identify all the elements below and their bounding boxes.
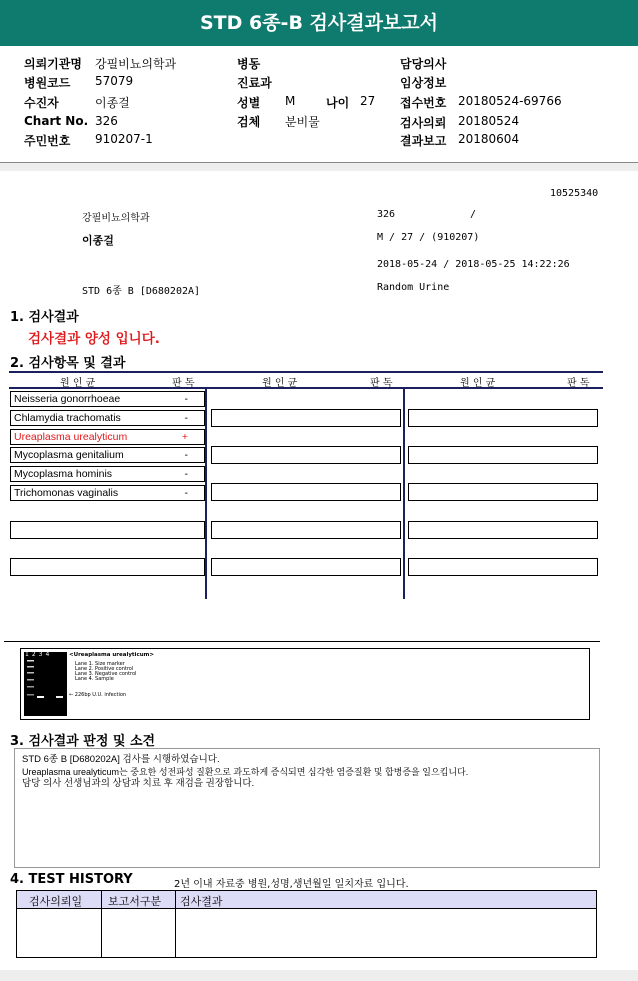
col-header-pathogen: 원 인 균: [262, 378, 298, 389]
field-label: Chart No.: [24, 114, 89, 128]
field-value: 326: [95, 114, 118, 128]
lane-number: 3: [38, 651, 46, 658]
gel-bands-graphic: [24, 652, 67, 716]
field-label: 접수번호: [400, 96, 447, 110]
field-value: 20180604: [458, 132, 520, 146]
empty-row: [211, 558, 401, 576]
page-footer-bar: [0, 970, 638, 981]
field-label: 진료과: [237, 76, 272, 90]
field-label: 병원코드: [24, 76, 71, 90]
col-header-pathogen: 원 인 균: [460, 378, 496, 389]
empty-row: [10, 558, 205, 576]
field-label: 임상정보: [400, 76, 447, 90]
pathogen-name: Mycoplasma genitalium: [14, 449, 124, 461]
gel-band-label: ← 226bp U.U. infection: [69, 692, 127, 698]
table-row-positive: [10, 429, 205, 445]
gel-legend-item: Lane 1. Size marker: [75, 661, 125, 667]
field-value: 20180524: [458, 114, 520, 128]
empty-row: [211, 446, 401, 464]
empty-row: [408, 446, 598, 464]
field-label: 병동: [237, 57, 261, 71]
barcode-id: 10525340: [550, 188, 599, 199]
gel-image: [24, 652, 67, 716]
label-hospital: 강필비뇨의학과: [82, 213, 150, 224]
history-table: [16, 890, 597, 958]
lane-number: 2: [31, 651, 39, 658]
result-mark: -: [184, 468, 188, 480]
field-label: 의뢰기관명: [24, 57, 82, 71]
field-label: 나이: [326, 96, 350, 110]
column-divider: [205, 389, 207, 599]
empty-row: [211, 409, 401, 427]
result-mark: -: [184, 487, 188, 499]
section-3-heading: 3. 검사결과 판정 및 소견: [10, 734, 156, 749]
field-value: 27: [360, 94, 376, 108]
gel-image-panel: [20, 648, 590, 720]
history-note: 2년 이내 자료중 병원,성명,생년월일 일치자료 입니다.: [174, 879, 409, 890]
label-dates: 2018-05-24 / 2018-05-25 14:22:26: [377, 259, 570, 270]
history-col-result: 검사결과: [180, 895, 223, 908]
pathogen-name: Mycoplasma hominis: [14, 468, 113, 480]
field-value: 20180524-69766: [458, 94, 562, 108]
empty-row: [408, 521, 598, 539]
field-value: 강필비뇨의학과: [95, 57, 177, 71]
table-top-rule: [9, 371, 603, 373]
empty-row: [10, 521, 205, 539]
field-value: 분비물: [285, 115, 320, 129]
col-header-pathogen: 원 인 균: [60, 378, 96, 389]
table-row: [10, 447, 205, 463]
label-slash: /: [470, 209, 477, 220]
label-test: STD 6종 B [D680202A]: [82, 286, 201, 297]
field-label: 검사의뢰: [400, 116, 447, 130]
empty-row: [408, 483, 598, 501]
pathogen-name: Trichomonas vaginalis: [14, 487, 119, 499]
empty-row: [408, 409, 598, 427]
field-label: 주민번호: [24, 134, 71, 148]
field-value: 57079: [95, 74, 134, 88]
findings-line: 담당 의사 선생님과의 상담과 치료 후 재검을 권장합니다.: [22, 778, 255, 789]
history-col-type: 보고서구분: [108, 895, 162, 908]
section-2-heading: 2. 검사항목 및 결과: [10, 356, 126, 371]
table-row: [10, 466, 205, 482]
pathogen-name: Ureaplasma urealyticum: [14, 431, 128, 443]
pathogen-name: Chlamydia trachomatis: [14, 412, 121, 424]
column-divider: [403, 389, 405, 599]
lane-number: 4: [45, 651, 53, 658]
label-chart: 326: [377, 209, 396, 220]
label-sex-age: M / 27 / (910207): [377, 232, 480, 243]
field-label: 담당의사: [400, 57, 447, 71]
header-shadow: [0, 163, 638, 171]
empty-row: [211, 521, 401, 539]
report-title: STD 6종-B 검사결과보고서: [0, 0, 638, 46]
field-value: 이종걸: [95, 96, 130, 110]
field-label: 검체: [237, 115, 261, 129]
field-value: 910207-1: [95, 132, 153, 146]
gel-title: <Ureaplasma urealyticum>: [69, 652, 154, 658]
section-1-heading: 1. 검사결과: [10, 310, 79, 325]
gel-legend-item: Lane 3. Negative control: [75, 671, 137, 677]
lane-number: 1: [25, 651, 32, 658]
overall-result: 검사결과 양성 입니다.: [28, 331, 160, 347]
section-4-heading: 4. TEST HISTORY: [10, 872, 133, 887]
result-mark: -: [184, 449, 188, 461]
findings-box: [14, 748, 600, 868]
findings-line: Ureaplasma urealyticum는 중요한 성전파성 질환으로 과도하게 증식되면 심각한 염증질환 및 합병증을 일으킵니다.: [22, 767, 469, 777]
field-value: M: [285, 94, 296, 108]
field-label: 결과보고: [400, 134, 447, 148]
field-label: 수진자: [24, 96, 59, 110]
result-mark: -: [184, 412, 188, 424]
col-header-judge: 판 독: [567, 378, 590, 389]
col-header-judge: 판 독: [172, 378, 195, 389]
history-col-divider: [175, 891, 176, 957]
result-mark: -: [184, 393, 188, 405]
section-divider: [4, 641, 600, 642]
history-col-date: 검사의뢰일: [29, 895, 83, 908]
findings-line: STD 6종 B [D680202A] 검사를 시행하였습니다.: [22, 754, 220, 765]
empty-row: [408, 558, 598, 576]
gel-lane-numbers: [25, 651, 52, 658]
table-header-rule: [9, 387, 603, 389]
gel-legend-item: Lane 4. Sample: [75, 676, 114, 682]
history-header-row: [17, 891, 596, 909]
gel-legend-item: Lane 2. Positive control: [75, 666, 134, 672]
table-row: [10, 391, 205, 407]
result-mark: +: [181, 431, 188, 443]
pathogen-name: Neisseria gonorrhoeae: [14, 393, 121, 405]
field-label: 성별: [237, 96, 261, 110]
label-patient-name: 이종걸: [82, 234, 114, 247]
table-row: [10, 410, 205, 426]
history-col-divider: [101, 891, 102, 957]
col-header-judge: 판 독: [370, 378, 393, 389]
table-row: [10, 485, 205, 501]
empty-row: [211, 483, 401, 501]
label-specimen: Random Urine: [377, 282, 450, 293]
